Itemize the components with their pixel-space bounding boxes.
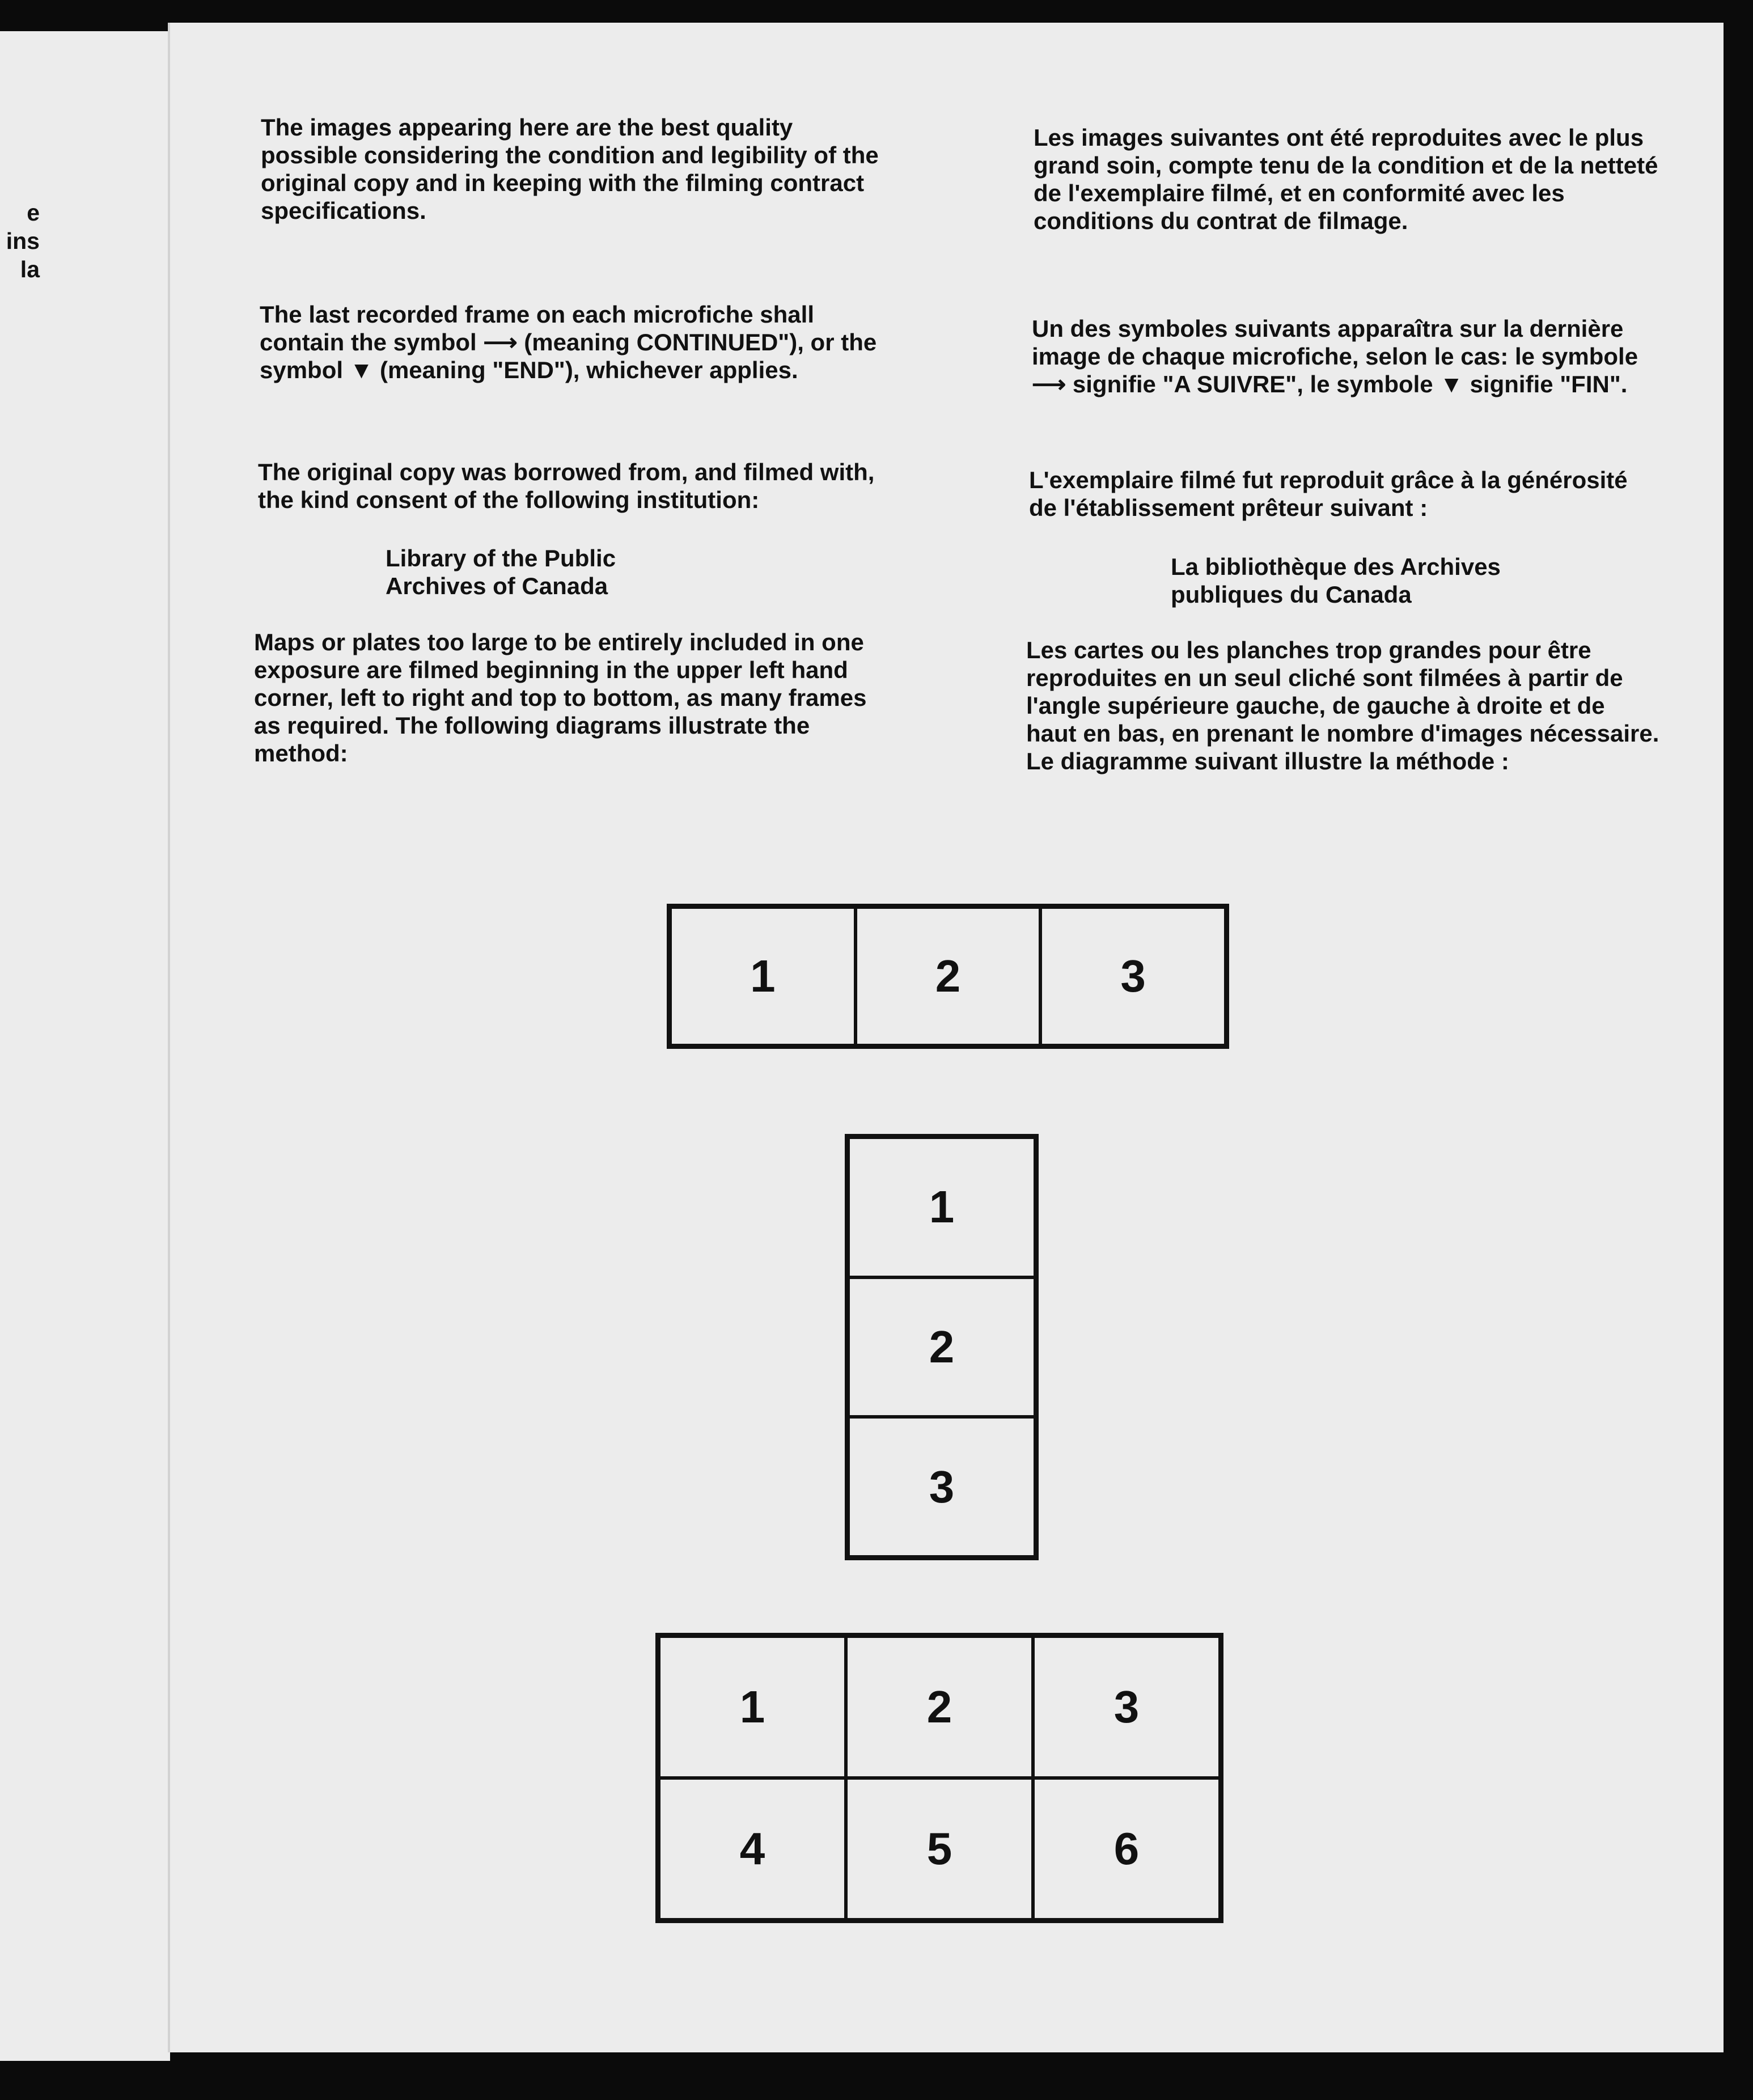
maps-notice-fr: Les cartes ou les planches trop grandes pour être reproduites en un seul cliché sont filmées à partir de l'angle supérieure gauche, de gauche à droite et de haut en bas, en prenant le nombre d'images nécessaire. Le diagramme suivant illustre la méthode : [1026,637,1659,774]
page-fold [168,23,170,2052]
margin-line: la [20,256,40,282]
frame-cell: 2 [856,907,1041,1045]
margin-line: ins [6,228,40,254]
symbol-notice-text: signifie "A SUIVRE", le symbole [1072,371,1433,397]
institution-name-en [258,544,1003,600]
left-page-edge [0,31,170,2061]
institution-line: Archives of Canada [386,573,608,599]
triangle-down-icon: ▼ [349,357,374,383]
frame-cell: 3 [1040,907,1226,1045]
diagram-column [845,1134,1039,1560]
institution-line: La bibliothèque des Archives [1171,553,1501,580]
triangle-down-icon: ▼ [1439,371,1463,397]
institution-line: publiques du Canada [1171,581,1412,608]
symbol-notice-text: (meaning "END"), whichever applies. [379,357,798,383]
symbol-notice-text: Un des symboles suivants apparaîtra sur la dernière image de chaque microfiche, selon le cas: le symbole [1032,315,1638,370]
frame-cell: 1 [670,907,856,1045]
frame-cell: 3 [848,1417,1035,1557]
frame-cell: 4 [659,1778,846,1920]
symbol-notice-text: The last recorded frame on each microfiche shall contain the symbol [260,301,814,355]
quality-notice-en: The images appearing here are the best quality possible considering the condition and legibility of the original copy and in keeping with the filming contract specifications. [261,114,879,224]
frame-cell: 6 [1033,1778,1220,1920]
margin-line: e [27,200,40,226]
symbol-notice-en [260,300,883,384]
cropped-margin-text [0,198,40,283]
symbol-notice-fr [1032,315,1661,398]
maps-notice-en: Maps or plates too large to be entirely included in one exposure are filmed beginning in the upper left hand corner, left to right and top to bottom, as many frames as required. The following diagrams illustrate the method: [254,629,867,767]
institution-name-fr [1043,553,1753,608]
frame-cell: 2 [846,1636,1033,1778]
diagram-grid [655,1633,1223,1923]
quality-notice-fr: Les images suivantes ont été reproduites avec le plus grand soin, compte tenu de la condition et de la netteté de l'exemplaire filmé, et en conformité avec les conditions du contrat de filmage. [1034,124,1658,234]
institution-notice-en: The original copy was borrowed from, and filmed with, the kind consent of the following institution: [258,459,875,513]
frame-cell: 3 [1033,1636,1220,1778]
arrow-icon: ⟶ [483,329,518,355]
frame-cell: 2 [848,1277,1035,1417]
frame-cell: 1 [659,1636,846,1778]
symbol-notice-text: signifie "FIN". [1470,371,1628,397]
symbol-notice-text: (meaning CONTINUED"), or the symbol [260,329,877,383]
institution-notice-fr: L'exemplaire filmé fut reproduit grâce à la générosité de l'établissement prêteur suivant : [1029,467,1628,521]
arrow-icon: ⟶ [1032,371,1066,397]
frame-cell: 1 [848,1137,1035,1277]
diagram-row [667,904,1229,1049]
frame-cell: 5 [846,1778,1033,1920]
institution-line: Library of the Public [386,545,616,571]
